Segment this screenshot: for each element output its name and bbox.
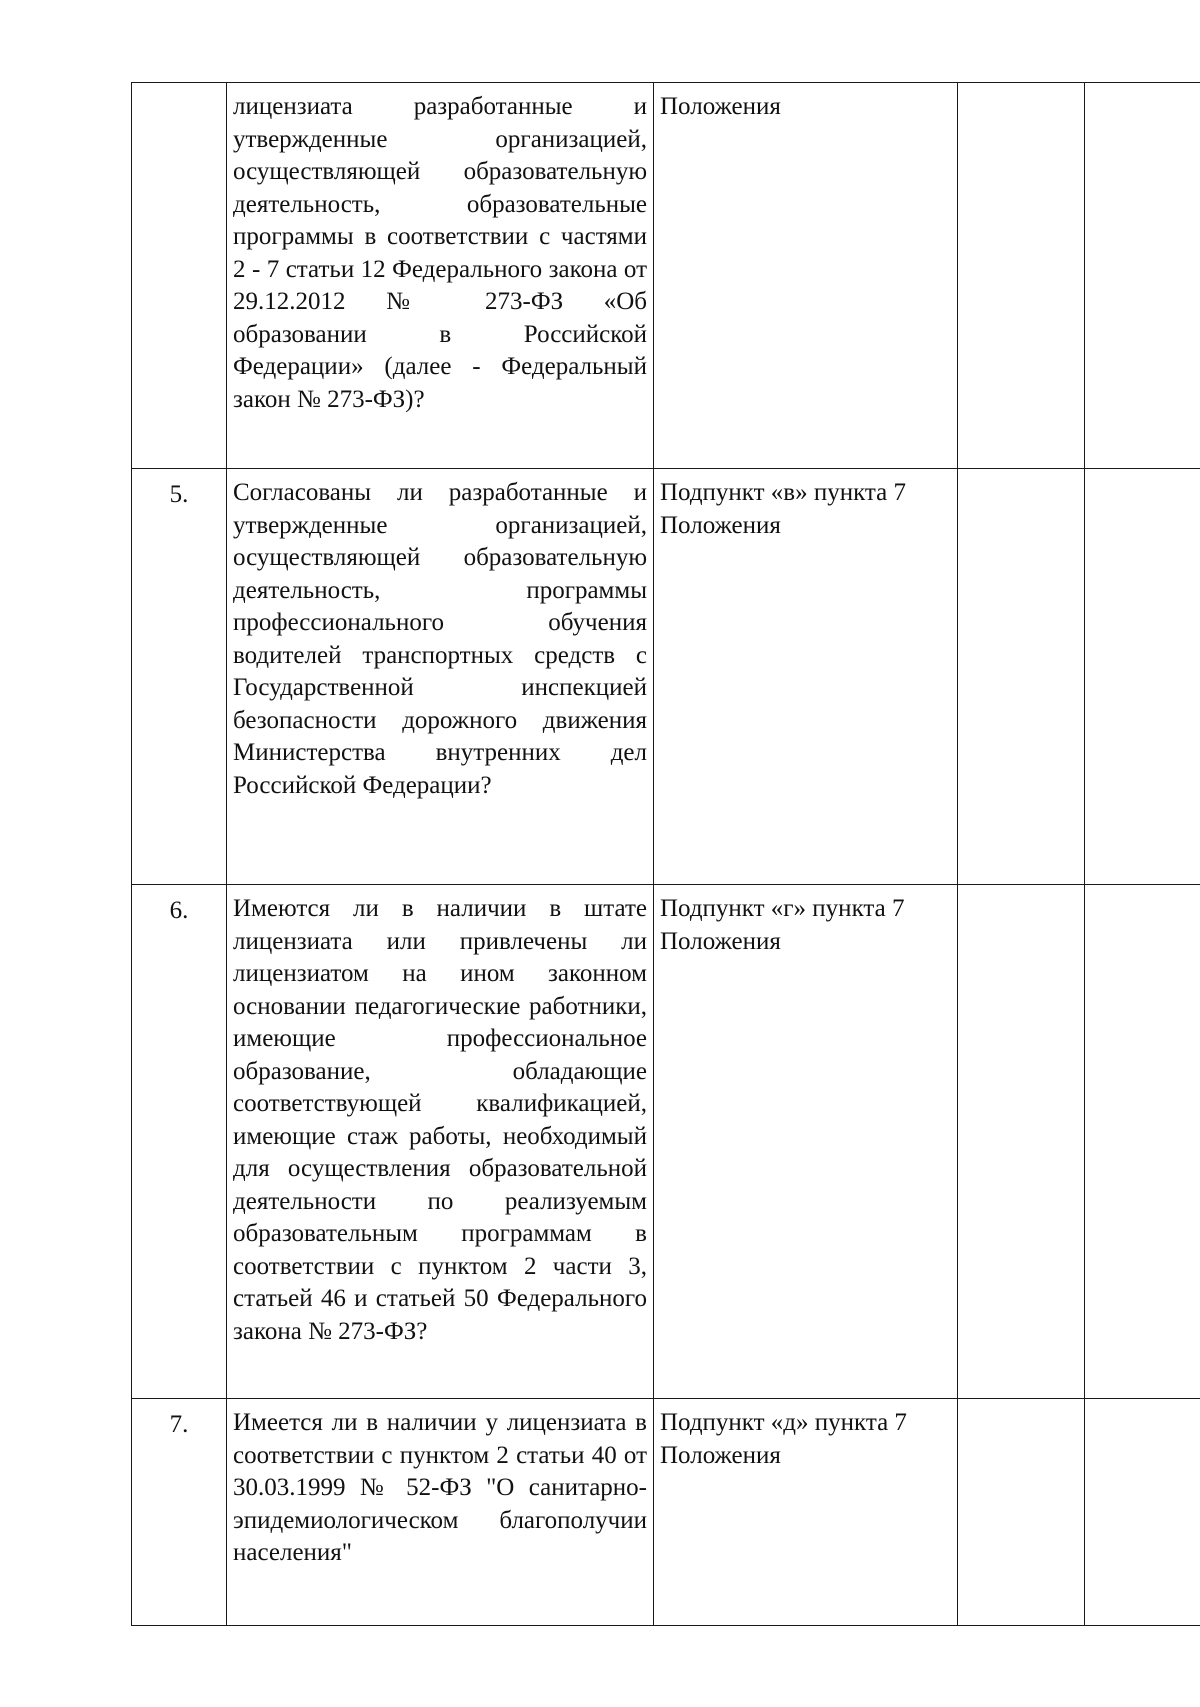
- question-cell: [227, 885, 654, 1399]
- reference-cell: [654, 885, 958, 1399]
- reference-cell: [654, 469, 958, 885]
- reference-cell: [654, 1399, 958, 1626]
- reference-text: Подпункт «д» пункта 7 Положения: [660, 1409, 907, 1469]
- question-cell: [227, 469, 654, 885]
- reference-text: Положения: [660, 93, 781, 120]
- reference-cell: [654, 83, 958, 469]
- question-text: Имеется ли в наличии у лицензиата в соответствии с пунктом 2 статьи 40 от 30.03.1999 № 52-ФЗ "О санитарно-эпидемиологическом благополучии населения": [233, 1409, 647, 1566]
- answer-cell-no: [1085, 1399, 1200, 1626]
- answer-cell-yes: [958, 83, 1085, 469]
- table-row: [132, 83, 1200, 469]
- table-row: [132, 885, 1200, 1399]
- answer-cell-no: [1085, 469, 1200, 885]
- answer-cell-yes: [958, 469, 1085, 885]
- checklist-table: [131, 82, 1200, 1626]
- question-text: лицензиата разработанные и утвержденные организацией, осуществляющей образовательную деятельность, образовательные программы в соответствии с частями 2 - 7 статьи 12 Федерального закона от 29.12.2012 № 273-ФЗ «Об образовании в Российской Федерации» (далее - Федеральный закон № 273-ФЗ)?: [233, 93, 647, 413]
- row-number: 5.: [132, 469, 227, 885]
- table-row: [132, 469, 1200, 885]
- question-cell: [227, 1399, 654, 1626]
- row-number: 7.: [132, 1399, 227, 1626]
- row-number: 6.: [132, 885, 227, 1399]
- answer-cell-yes: [958, 885, 1085, 1399]
- answer-cell-yes: [958, 1399, 1085, 1626]
- table-row: [132, 1399, 1200, 1626]
- answer-cell-no: [1085, 83, 1200, 469]
- reference-text: Подпункт «г» пункта 7 Положения: [660, 895, 905, 955]
- reference-text: Подпункт «в» пункта 7 Положения: [660, 479, 907, 539]
- question-cell: [227, 83, 654, 469]
- answer-cell-no: [1085, 885, 1200, 1399]
- row-number: [132, 83, 227, 469]
- question-text: Имеются ли в наличии в штате лицензиата или привлечены ли лицензиатом на ином законном основании педагогические работники, имеющие профессиональное образование, обладающие соответствующей квалификацией, имеющие стаж работы, необходимый для осуществления образовательной деятельности по реализуемым образовательным программам в соответствии с пунктом 2 части 3, статьей 46 и статьей 50 Федерального закона № 273-ФЗ?: [233, 895, 647, 1345]
- question-text: Согласованы ли разработанные и утвержденные организацией, осуществляющей образовательную деятельность, программы профессионального обучения водителей транспортных средств с Государственной инспекцией безопасности дорожного движения Министерства внутренних дел Российской Федерации?: [233, 479, 647, 799]
